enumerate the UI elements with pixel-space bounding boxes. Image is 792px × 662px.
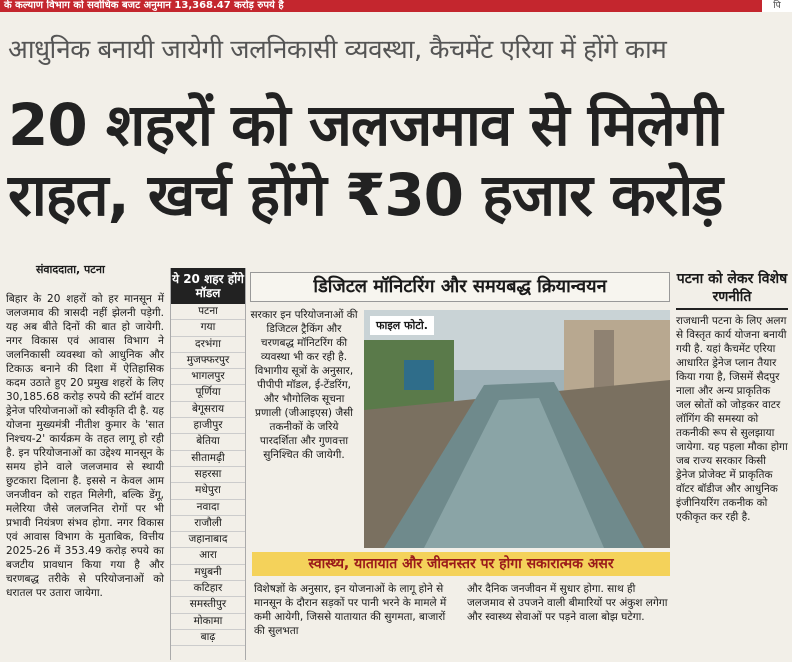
- city-item: सहरसा: [171, 467, 245, 483]
- city-item: दरभंगा: [171, 337, 245, 353]
- city-item: बेगूसराय: [171, 402, 245, 418]
- city-item: आरा: [171, 548, 245, 564]
- city-item: हाजीपुर: [171, 418, 245, 434]
- article-headline: 20 शहरों को जलजमाव से मिलेगी राहत, खर्च होंगे ₹30 हजार करोड़: [8, 91, 723, 229]
- byline: संवाददाता, पटना: [36, 263, 105, 276]
- impact-text-right: और दैनिक जनजीवन में सुधार होगा. साथ ही जलजमाव से उपजने वाली बीमारियों पर अंकुश लगेगा और स्वास्थ्य सेवाओं पर पड़ने वाला बोझ घटेगा.: [467, 583, 668, 623]
- city-item: बेतिया: [171, 434, 245, 450]
- city-item: मोकामा: [171, 614, 245, 630]
- center-body: सरकार इन परियोजनाओं की डिजिटल ट्रैकिंग और चरणबद्ध मॉनिटरिंग की व्यवस्था भी कर रही है. विभागीय सूत्रों के अनुसार, पीपीपी मॉडल, ई-टेंडरिंग, और भौगोलिक सूचना प्रणाली (जीआइएस) जैसी तकनीकों के जरिये पारदर्शिता और गुणवत्ता सुनिश्चित की जायेगी.: [250, 309, 358, 461]
- city-item: गया: [171, 320, 245, 336]
- waterlogging-photo: [364, 310, 670, 548]
- city-item: मुजफ्फरपुर: [171, 353, 245, 369]
- canal-illustration: [364, 310, 670, 548]
- city-item: राजौली: [171, 516, 245, 532]
- city-item: सीतामढ़ी: [171, 451, 245, 467]
- patna-strategy-title: पटना को लेकर विशेष रणनीति: [676, 270, 788, 310]
- article-subhead: आधुनिक बनायी जायेगी जलनिकासी व्यवस्था, कैचमेंट एरिया में होंगे काम: [8, 35, 667, 65]
- city-item: भागलपुर: [171, 369, 245, 385]
- photo-caption: फाइल फोटो.: [370, 316, 434, 335]
- city-item: मधुबनी: [171, 565, 245, 581]
- impact-text: [254, 582, 670, 638]
- impact-band: स्वास्थ्य, यातायात और जीवनस्तर पर होगा सकारात्मक असर: [252, 552, 670, 576]
- patna-strategy-body: राजधानी पटना के लिए अलग से विस्तृत कार्य योजना बनायी गयी है. यहां कैचमेंट एरिया आधारित ड्रेनेज प्लान तैयार किया गया है, जिसमें सैदपुर नाला और अन्य प्राकृतिक जल स्रोतों को जोड़कर वाटर लॉगिंग की समस्या को तकनीकी रूप से सुलझाया जायेगा. यह पहला मौका होगा जब राज्य सरकार किसी ड्रेनेज प्रोजेक्ट में प्राकृतिक वॉटर बॉडीज और आधुनिक इंजीनियरिंग तकनीक को एकीकृत कर रही है.: [676, 315, 788, 523]
- patna-strategy-box: [676, 270, 788, 524]
- center-heading: डिजिटल मॉनिटरिंग और समयबद्ध क्रियान्वयन: [250, 272, 670, 302]
- cities-box: [170, 268, 246, 660]
- city-item: नवादा: [171, 500, 245, 516]
- city-item: कटिहार: [171, 581, 245, 597]
- impact-text-left: विशेषज्ञों के अनुसार, इन योजनाओं के लागू होने से मानसून के दौरान सड़कों पर पानी भरने के मामले में कमी आयेगी, जिससे यातायात की सुगमता, बाजारों की सुलभता: [254, 583, 447, 637]
- cities-box-title: ये 20 शहर होंगे मॉडल: [171, 268, 245, 304]
- corner-tab: पि: [762, 0, 792, 12]
- city-item: मधेपुरा: [171, 483, 245, 499]
- city-list: [171, 304, 245, 646]
- city-item: बाढ़: [171, 630, 245, 646]
- city-item: जहानाबाद: [171, 532, 245, 548]
- city-item: पटना: [171, 304, 245, 320]
- article-body-left: बिहार के 20 शहरों को हर मानसून में जलजमाव की त्रासदी नहीं झेलनी पड़ेगी. यह अब बीते दिनों की बात हो जायेगी. नगर विकास एवं आवास विभाग ने जलनिकासी व्यवस्था को आधुनिक और टिकाऊ बनाने की दिशा में ऐतिहासिक कदम उठाते हुए 20 प्रमुख शहरों के लिए 30,185.68 करोड़ रुपये की स्टॉर्म वाटर ड्रेनेज परियोजनाओं को स्वीकृति दी है. यह योजना मुख्यमंत्री नीतीश कुमार के 'सात निश्चय-2' कार्यक्रम के तहत लागू हो रही है. इन परियोजनाओं का उद्देश्य मानसून के समय होने वाले जलजमाव से स्थायी छुटकारा दिलाना है. इससे न केवल आम जनजीवन को राहत मिलेगी, बल्कि डेंगू, मलेरिया जैसे जलजनित रोगों पर भी प्रभावी नियंत्रण संभव होगा. नगर विकास एवं आवास विभाग के मुताबिक, वित्तीय 2025-26 में 353.49 करोड़ रुपये का बजटीय प्रावधान किया गया है और चरणबद्ध तरीके से परियोजनाओं को धरातल पर उतारा जायेगा.: [6, 293, 164, 599]
- city-item: समस्तीपुर: [171, 597, 245, 613]
- city-item: पूर्णिया: [171, 385, 245, 401]
- ticker-text: के कल्याण विभाग को सर्वाधिक बजट अनुमान 13,368.47 करोड़ रुपये है: [4, 0, 284, 11]
- ticker-bar: [0, 0, 792, 12]
